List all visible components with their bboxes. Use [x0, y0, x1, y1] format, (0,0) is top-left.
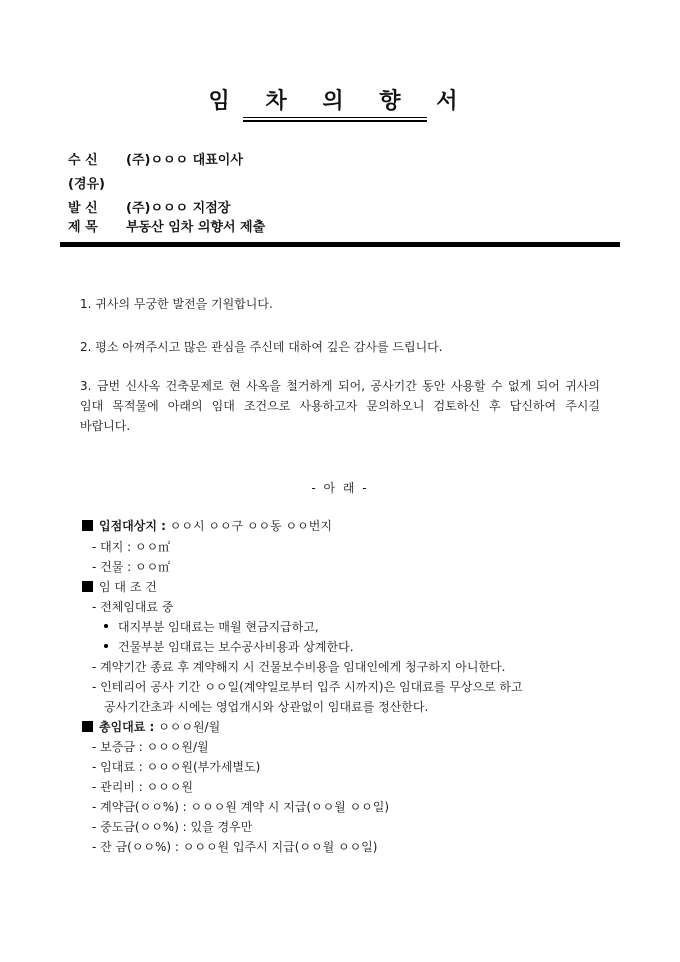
paragraph-3: 3. 금번 신사옥 건축문제로 현 사옥을 철거하게 되어, 공사기간 동안 사용할 수 없게 되어 귀사의 임대 목적물에 아래의 임대 조건으로 사용하고자 문의하오니 검토하신 후 답신하여 주시길 바랍니다.	[80, 379, 600, 433]
paragraph-1: 1. 귀사의 무궁한 발전을 기원합니다.	[80, 297, 273, 311]
conditions-bullet-building-text: 건물부분 임대료는 보수공사비용과 상계한다.	[118, 640, 354, 654]
square-bullet-icon	[82, 581, 93, 592]
header-subject-value: 부동산 임차 의향서 제출	[126, 220, 266, 235]
title-underline	[243, 117, 427, 118]
contract-payment-item: - 계약금(ㅇㅇ%) : ㅇㅇㅇ원 계약 시 지급(ㅇㅇ월 ㅇㅇ일)	[92, 800, 390, 814]
total-rent-section-heading	[82, 719, 220, 735]
target-land: - 대지 : ㅇㅇ㎡	[92, 540, 171, 554]
conditions-section-heading	[82, 579, 157, 595]
deposit-item: - 보증금 : ㅇㅇㅇ원/월	[92, 740, 209, 754]
header-via-row	[68, 177, 368, 193]
total-rent-value: ㅇㅇㅇ원/월	[158, 720, 221, 734]
management-fee-item: - 관리비 : ㅇㅇㅇ원	[92, 780, 193, 794]
target-building: - 건물 : ㅇㅇ㎡	[92, 560, 171, 574]
conditions-bullet-land-text: 대지부분 임대료는 매월 현금지급하고,	[118, 620, 319, 634]
conditions-bullet-land	[104, 619, 319, 635]
rent-item: - 임대료 : ㅇㅇㅇ원(부가세별도)	[92, 760, 261, 774]
header-subject-label: 제 목	[68, 220, 98, 235]
conditions-contract-end: - 계약기간 종료 후 계약해지 시 건물보수비용을 임대인에게 청구하지 아니한다.	[92, 660, 506, 674]
conditions-interior-cont: 공사기간초과 시에는 영업개시와 상관없이 임대료를 정산한다.	[104, 700, 429, 714]
header-subject-row	[68, 220, 368, 236]
square-bullet-icon	[82, 721, 93, 732]
header-divider	[60, 242, 620, 247]
title-underline-thick	[243, 120, 427, 122]
conditions-bullet-building	[104, 639, 354, 655]
header-from-label: 발 신	[68, 201, 98, 216]
paragraph-2: 2. 평소 아껴주시고 많은 관심을 주신데 대하여 깊은 감사를 드립니다.	[80, 340, 443, 354]
header-via-label: (경유)	[68, 177, 105, 192]
total-rent-label: 총임대료 :	[99, 720, 155, 734]
interim-payment-item: - 중도금(ㅇㅇ%) : 있을 경우만	[92, 820, 253, 834]
square-bullet-icon	[82, 520, 93, 531]
dot-bullet-icon	[104, 624, 108, 628]
below-heading: - 아 래 -	[311, 481, 369, 495]
dot-bullet-icon	[104, 644, 108, 648]
header-from-value: (주)ㅇㅇㅇ 지점장	[126, 201, 231, 216]
header-to-row	[68, 153, 368, 169]
header-to-label: 수 신	[68, 153, 98, 168]
balance-payment-item: - 잔 금(ㅇㅇ%) : ㅇㅇㅇ원 입주시 지급(ㅇㅇ월 ㅇㅇ일)	[92, 840, 378, 854]
conditions-label: 임 대 조 건	[99, 580, 157, 594]
document-title: 임 차 의 향 서	[208, 88, 472, 114]
header-from-row	[68, 201, 368, 217]
target-label: 입점대상지 :	[99, 519, 166, 533]
target-value: ㅇㅇ시 ㅇㅇ구 ㅇㅇ동 ㅇㅇ번지	[169, 519, 332, 533]
header-to-value: (주)ㅇㅇㅇ 대표이사	[126, 153, 243, 168]
target-section-heading	[82, 518, 332, 534]
conditions-interior: - 인테리어 공사 기간 ㅇㅇ일(계약일로부터 입주 시까지)은 임대료를 무상으로 하고	[92, 680, 523, 694]
conditions-rent-line: - 전체임대료 중	[92, 600, 174, 614]
